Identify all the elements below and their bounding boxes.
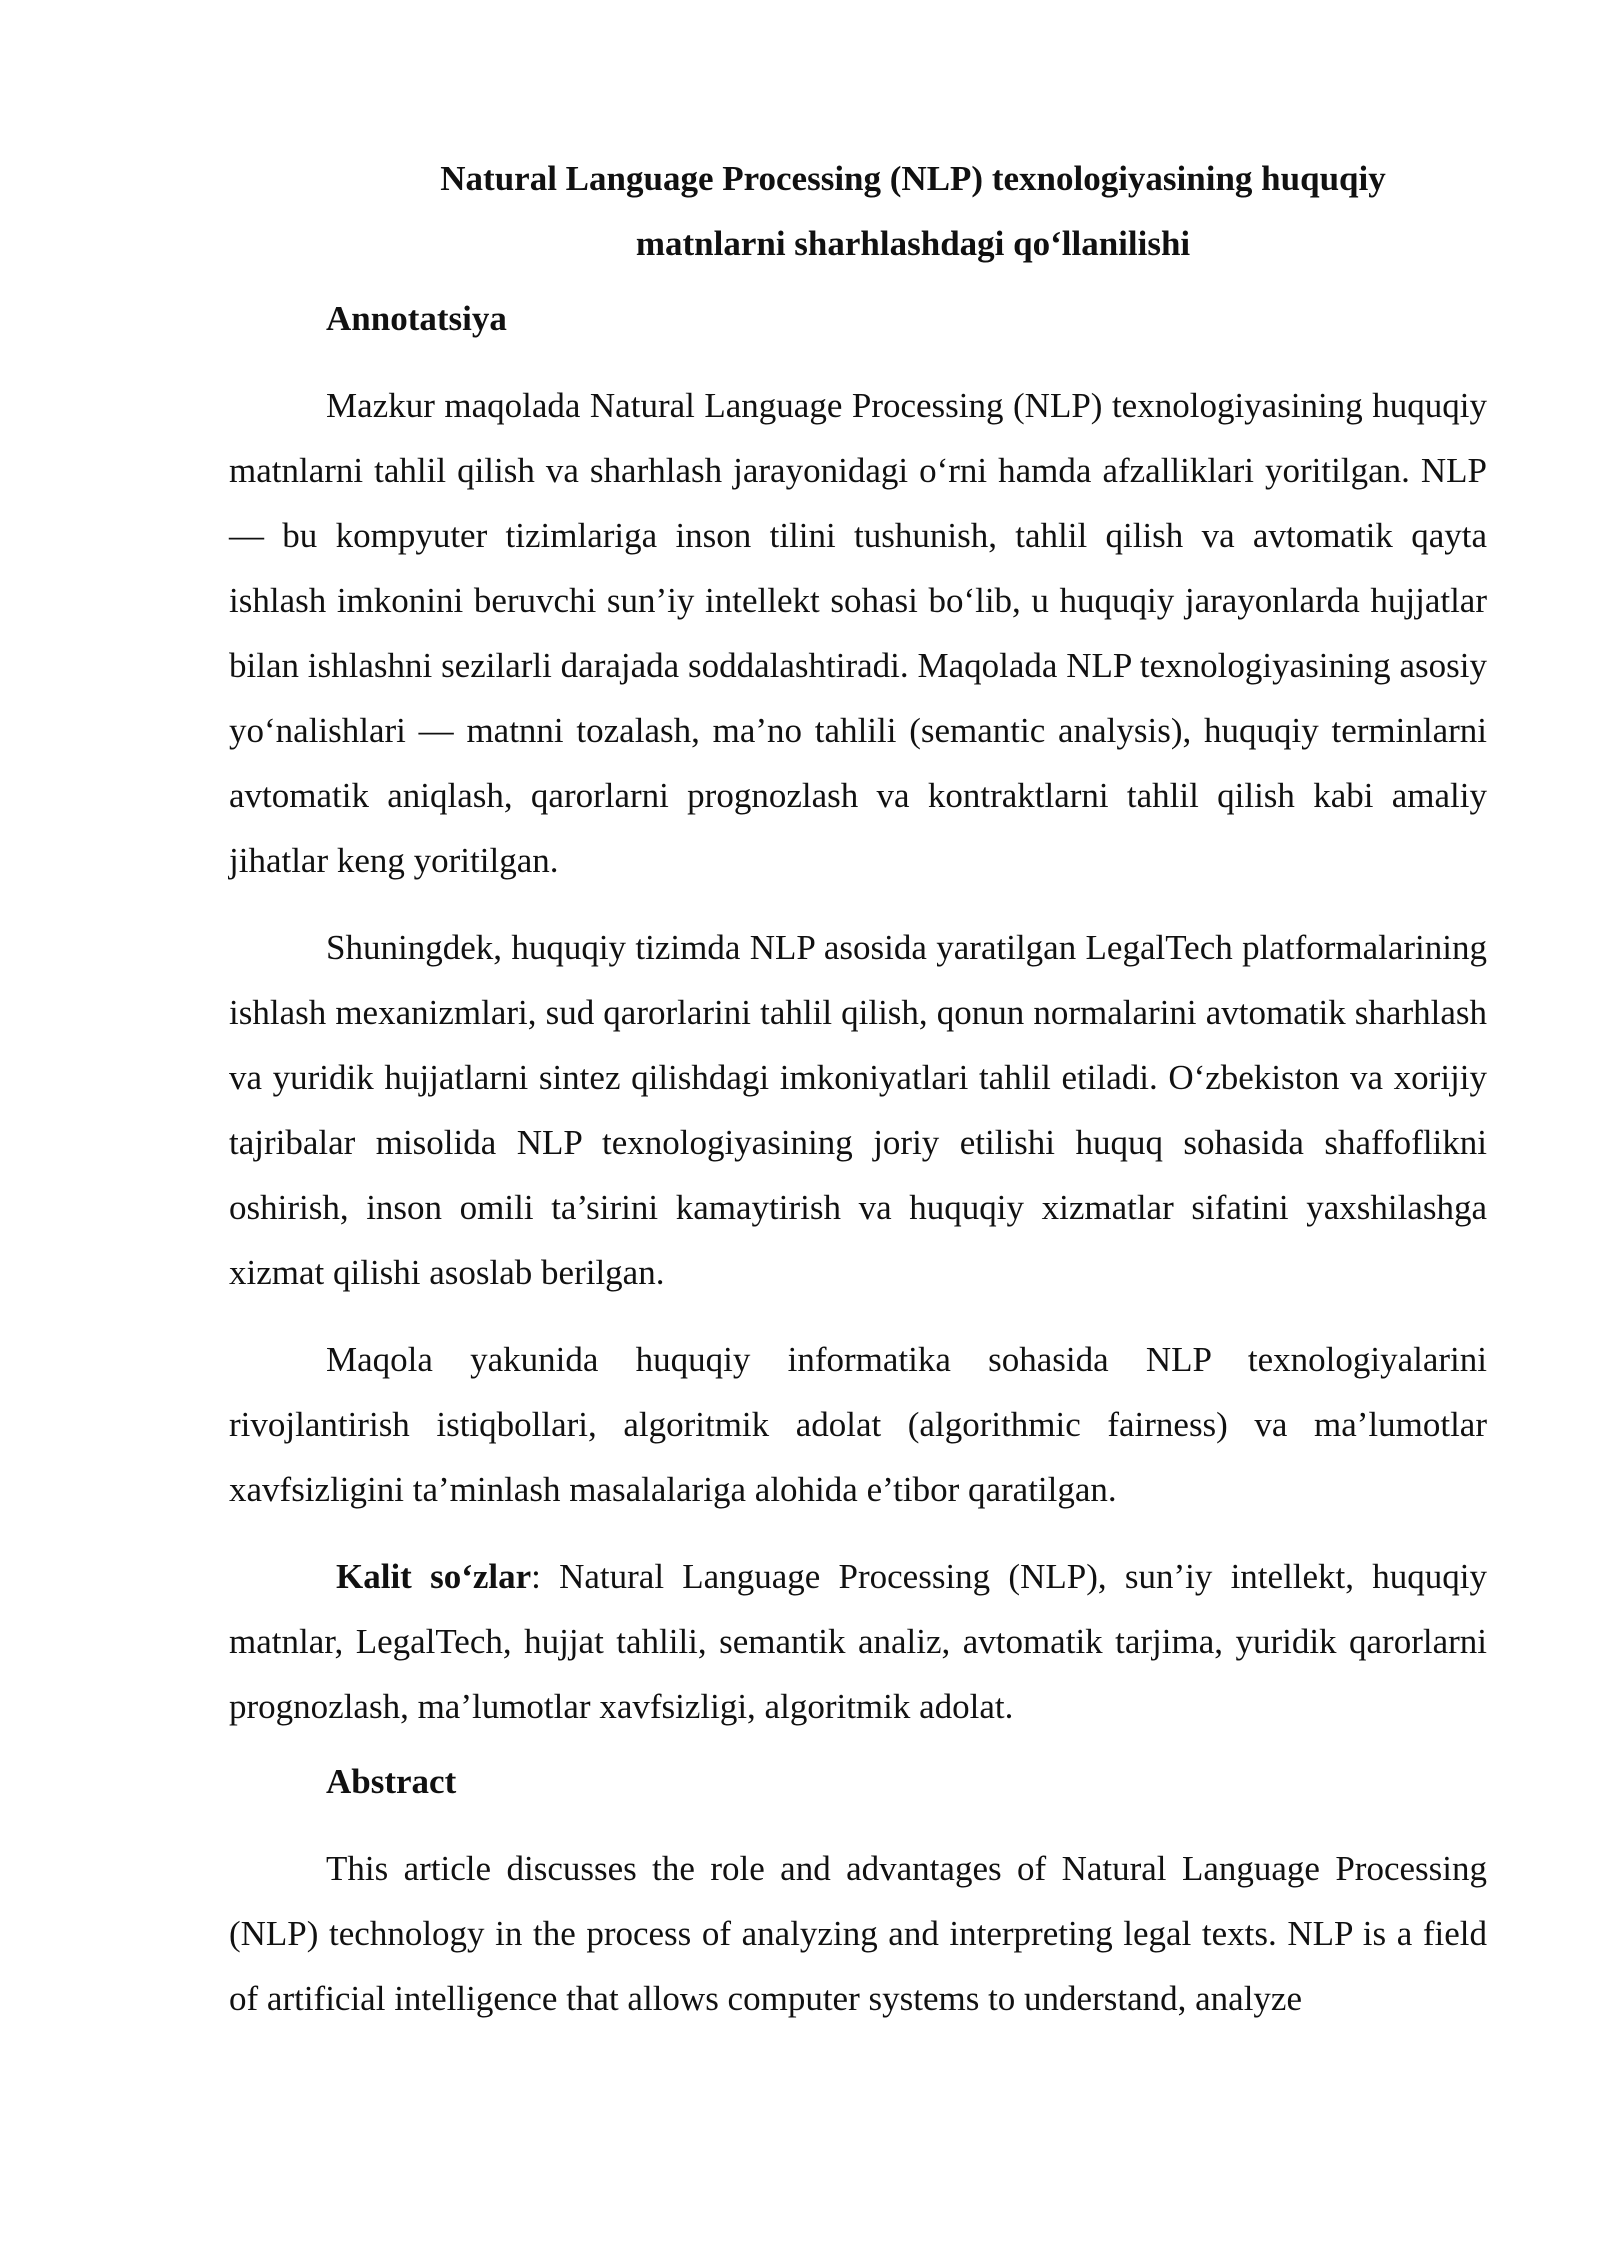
document-page [229,146,1487,2031]
keywords-separator: : [531,1557,541,1596]
annotation-heading: Annotatsiya [326,299,507,338]
abstract-heading: Abstract [326,1762,457,1801]
paper-title [229,146,1487,276]
keywords-paragraph [229,1544,1487,1739]
paper-title-line-1: Natural Language Processing (NLP) texnologiyasining huquqiy [440,159,1386,198]
abstract-paragraph: This article discusses the role and advantages of Natural Language Processing (NLP) technology in the process of analyzing and interpreting legal texts. NLP is a field of artificial intelligence that allows computer systems to understand, analyze [229,1849,1487,2018]
keywords-text: Natural Language Processing (NLP), sun’iy intellekt, huquqiy matnlar, LegalTech, hujjat tahlili, semantik analiz, avtomatik tarjima, yuridik qarorlarni prognozlash, ma’lumotlar xavfsizligi, algoritmik adolat. [229,1557,1487,1726]
annotation-paragraph-3: Maqola yakunida huquqiy informatika sohasida NLP texnologiyalarini rivojlantirish istiqbollari, algoritmik adolat (algorithmic fairness) va ma’lumotlar xavfsizligini ta’minlash masalalariga alohida e’tibor qaratilgan. [229,1340,1487,1509]
keywords-label: Kalit so‘zlar [336,1557,532,1596]
annotation-paragraph-1: Mazkur maqolada Natural Language Processing (NLP) texnologiyasining huquqiy matnlarni tahlil qilish va sharhlash jarayonidagi o‘rni hamda afzalliklari yoritilgan. NLP — bu kompyuter tizimlariga inson tilini tushunish, tahlil qilish va avtomatik qayta ishlash imkonini beruvchi sun’iy intellekt sohasi bo‘lib, u huquqiy jarayonlarda hujjatlar bilan ishlashni sezilarli darajada soddalashtiradi. Maqolada NLP texnologiyasining asosiy yo‘nalishlari — matnni tozalash, ma’no tahlili (semantic analysis), huquqiy terminlarni avtomatik aniqlash, qarorlarni prognozlash va kontraktlarni tahlil qilish kabi amaliy jihatlar keng yoritilgan. [229,386,1487,880]
annotation-paragraph-2: Shuningdek, huquqiy tizimda NLP asosida yaratilgan LegalTech platformalarining ishlash mexanizmlari, sud qarorlarini tahlil qilish, qonun normalarini avtomatik sharhlash va yuridik hujjatlarni sintez qilishdagi imkoniyatlari tahlil etiladi. O‘zbekiston va xorijiy tajribalar misolida NLP texnologiyasining joriy etilishi huquq sohasida shaffoflikni oshirish, inson omili ta’sirini kamaytirish va huquqiy xizmatlar sifatini yaxshilashga xizmat qilishi asoslab berilgan. [229,928,1487,1292]
paper-title-line-2: matnlarni sharhlashdagi qo‘llanilishi [635,224,1191,263]
